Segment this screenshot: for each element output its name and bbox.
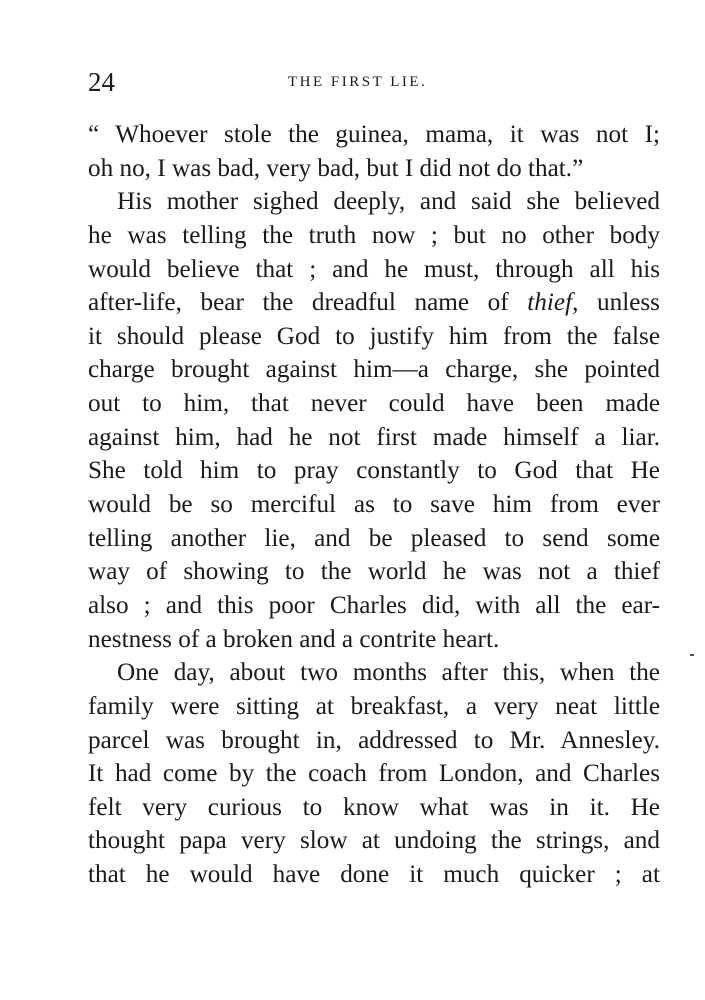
text-line: after-life, bear the dreadful name of thief, unless [88, 289, 660, 317]
text-line: would believe that ; and he must, through all his [88, 255, 660, 283]
emphasis: thief [527, 289, 573, 317]
text-line: His mother sighed deeply, and said she believed [117, 188, 660, 216]
text-line: parcel was brought in, addressed to Mr. Annesley. [88, 726, 660, 754]
text-line: felt very curious to know what was in it. He [88, 793, 660, 821]
text-line: It had come by the coach from London, and Charles [88, 760, 660, 788]
page-number: 24 [88, 67, 115, 97]
text-line: against him, had he not first made himself a liar. [88, 423, 660, 451]
text-line: family were sitting at breakfast, a very neat little [88, 692, 660, 720]
text-line: he was telling the truth now ; but no other body [88, 221, 660, 249]
text-line: also ; and this poor Charles did, with all the ear- [88, 591, 660, 619]
text-line: nestness of a broken and a contrite heart. [88, 625, 500, 653]
text-line: it should please God to justify him from the false [88, 322, 660, 350]
text-line: One day, about two months after this, when the [117, 659, 660, 687]
body-text [88, 118, 660, 892]
text-line: that he would have done it much quicker ; at [88, 861, 660, 889]
text-line: She told him to pray constantly to God that He [88, 457, 660, 485]
text-line: way of showing to the world he was not a thief [88, 558, 660, 586]
running-title: THE FIRST LIE. [288, 74, 428, 90]
print-speck [690, 654, 694, 656]
text-line: telling another lie, and be pleased to send some [88, 524, 660, 552]
text-line: oh no, I was bad, very bad, but I did not do that.” [88, 154, 584, 182]
text-line: thought papa very slow at undoing the strings, and [88, 827, 660, 855]
running-head [88, 62, 658, 102]
text-line: charge brought against him—a charge, she pointed [88, 356, 660, 384]
text-line: “ Whoever stole the guinea, mama, it was not I; [88, 121, 660, 148]
text-line: out to him, that never could have been made [88, 390, 660, 418]
text-line: would be so merciful as to save him from ever [88, 491, 660, 519]
